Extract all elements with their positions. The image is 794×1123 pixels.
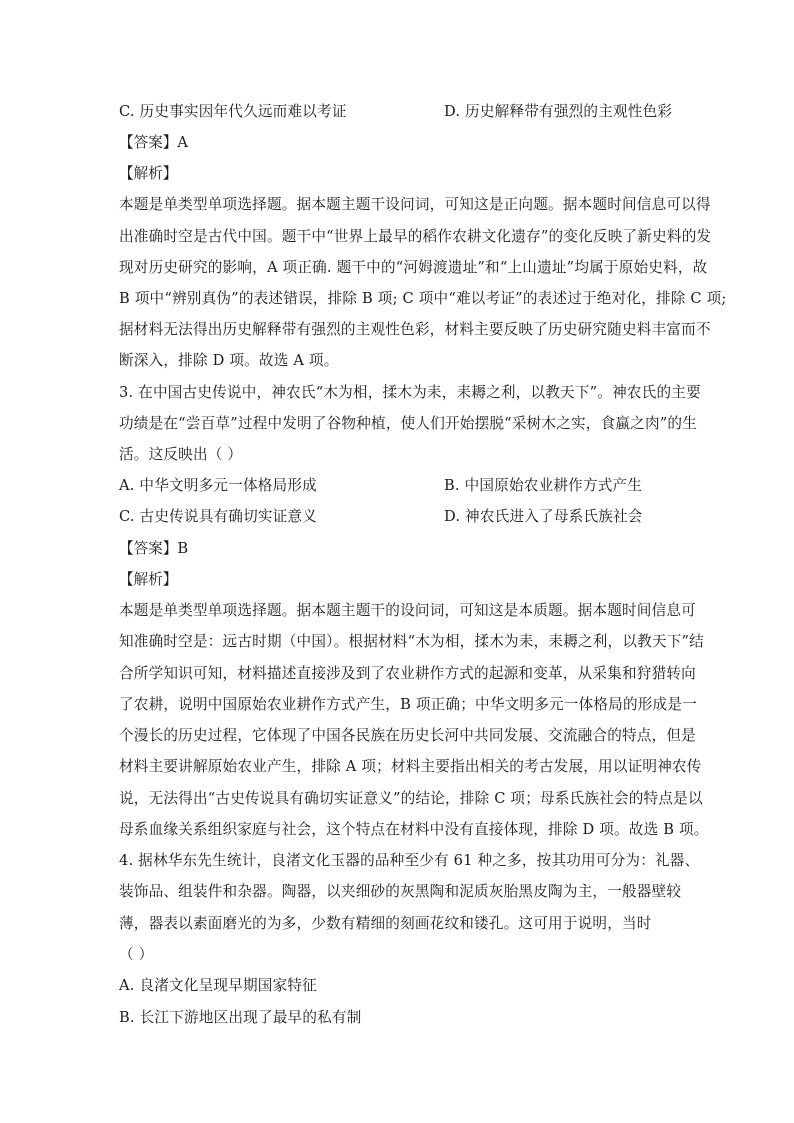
q2-analysis-line: B 项中“辨别真伪”的表述错误，排除 B 项; C 项中“难以考证”的表述过于绝对化，排除 C 项;	[119, 290, 727, 307]
q3-option-b[interactable]: B. 中国原始农业耕作方式产生	[444, 477, 643, 494]
q3-analysis-line: 知准确时空是：远古时期（中国）。根据材料“木为相，揉木为耒，耒耨之利，以教天下”结	[119, 633, 704, 650]
q2-analysis-line: 出准确时空是古代中国。题干中“世界上最早的稻作农耕文化遗存”的变化反映了新史料的发	[119, 228, 712, 245]
q3-analysis-line: 材料主要讲解原始农业产生，排除 A 项；材料主要指出相关的考古发展，用以证明神农传	[119, 758, 702, 775]
q2-analysis-line: 据材料无法得出历史解释带有强烈的主观性色彩，材料主要反映了历史研究随史料丰富而不	[119, 321, 711, 338]
q2-analysis-line: 断深入，排除 D 项。故选 A 项。	[119, 352, 339, 369]
q4-stem-line: 4. 据林华东先生统计，良渚文化玉器的品种至少有 61 种之多，按其功用可分为：礼器、	[119, 852, 700, 869]
q3-analysis-label: 【解析】	[119, 571, 178, 588]
q3-stem-line: 3. 在中国古史传说中，神农氏“木为相，揉木为耒，耒耨之利，以教天下”。神农氏的主要	[119, 384, 701, 401]
q3-options-ab	[119, 476, 679, 496]
q3-stem-line: 活。这反映出（ ）	[119, 446, 243, 463]
q3-analysis-line: 合所学知识可知，材料描述直接涉及到了农业耕作方式的起源和变革，从采集和狩猎转向	[119, 665, 696, 682]
q4-option-a[interactable]: A. 良渚文化呈现早期国家特征	[119, 977, 317, 994]
q2-answer: 【答案】A	[119, 134, 188, 151]
q3-options-cd	[119, 507, 679, 527]
q4-stem-line: 薄，器表以素面磨光的为多，少数有精细的刻画花纹和镂孔。这可用于说明，当时	[119, 915, 652, 932]
q2-option-c[interactable]: C. 历史事实因年代久远而难以考证	[119, 103, 347, 120]
q3-option-c[interactable]: C. 古史传说具有确切实证意义	[119, 508, 318, 525]
q3-analysis-line: 说，无法得出“古史传说具有确切实证意义”的结论，排除 C 项；母系氏族社会的特点是以	[119, 790, 703, 807]
q2-analysis-label: 【解析】	[119, 165, 178, 182]
q3-answer: 【答案】B	[119, 540, 189, 557]
q3-analysis-line: 本题是单类型单项选择题。据本题主题干的设问词，可知这是本质题。据本题时间信息可	[119, 602, 696, 619]
q2-analysis-line: 本题是单类型单项选择题。据本题主题干设问词，可知这是正向题。据本题时间信息可以得	[119, 196, 711, 213]
q4-stem-line: （ ）	[119, 946, 154, 963]
q3-analysis-line: 母系血缘关系组织家庭与社会，这个特点在材料中没有直接体现，排除 D 项。故选 B 项。	[119, 821, 709, 838]
q3-option-d[interactable]: D. 神农氏进入了母系氏族社会	[444, 508, 643, 525]
q3-analysis-line: 了农耕，说明中国原始农业耕作方式产生，B 项正确；中华文明多元一体格局的形成是一	[119, 696, 697, 713]
q2-analysis-line: 现对历史研究的影响，A 项正确. 题干中的“河姆渡遗址”和“上山遗址”均属于原始史料，故	[119, 259, 708, 276]
q2-option-d[interactable]: D. 历史解释带有强烈的主观性色彩	[444, 103, 673, 120]
q3-stem-line: 功绩是在“尝百草”过程中发明了谷物种植，使人们开始摆脱“采树木之实，食蠃之肉”的生	[119, 415, 698, 432]
q3-analysis-line: 个漫长的历史过程，它体现了中国各民族在历史长河中共同发展、交流融合的特点，但是	[119, 727, 696, 744]
q4-option-b[interactable]: B. 长江下游地区出现了最早的私有制	[119, 1009, 362, 1026]
q4-stem-line: 装饰品、组装件和杂器。陶器，以夹细砂的灰黑陶和泥质灰胎黑皮陶为主，一般器壁较	[119, 883, 682, 900]
q2-options-cd	[119, 102, 679, 122]
q3-option-a[interactable]: A. 中华文明多元一体格局形成	[119, 477, 317, 494]
